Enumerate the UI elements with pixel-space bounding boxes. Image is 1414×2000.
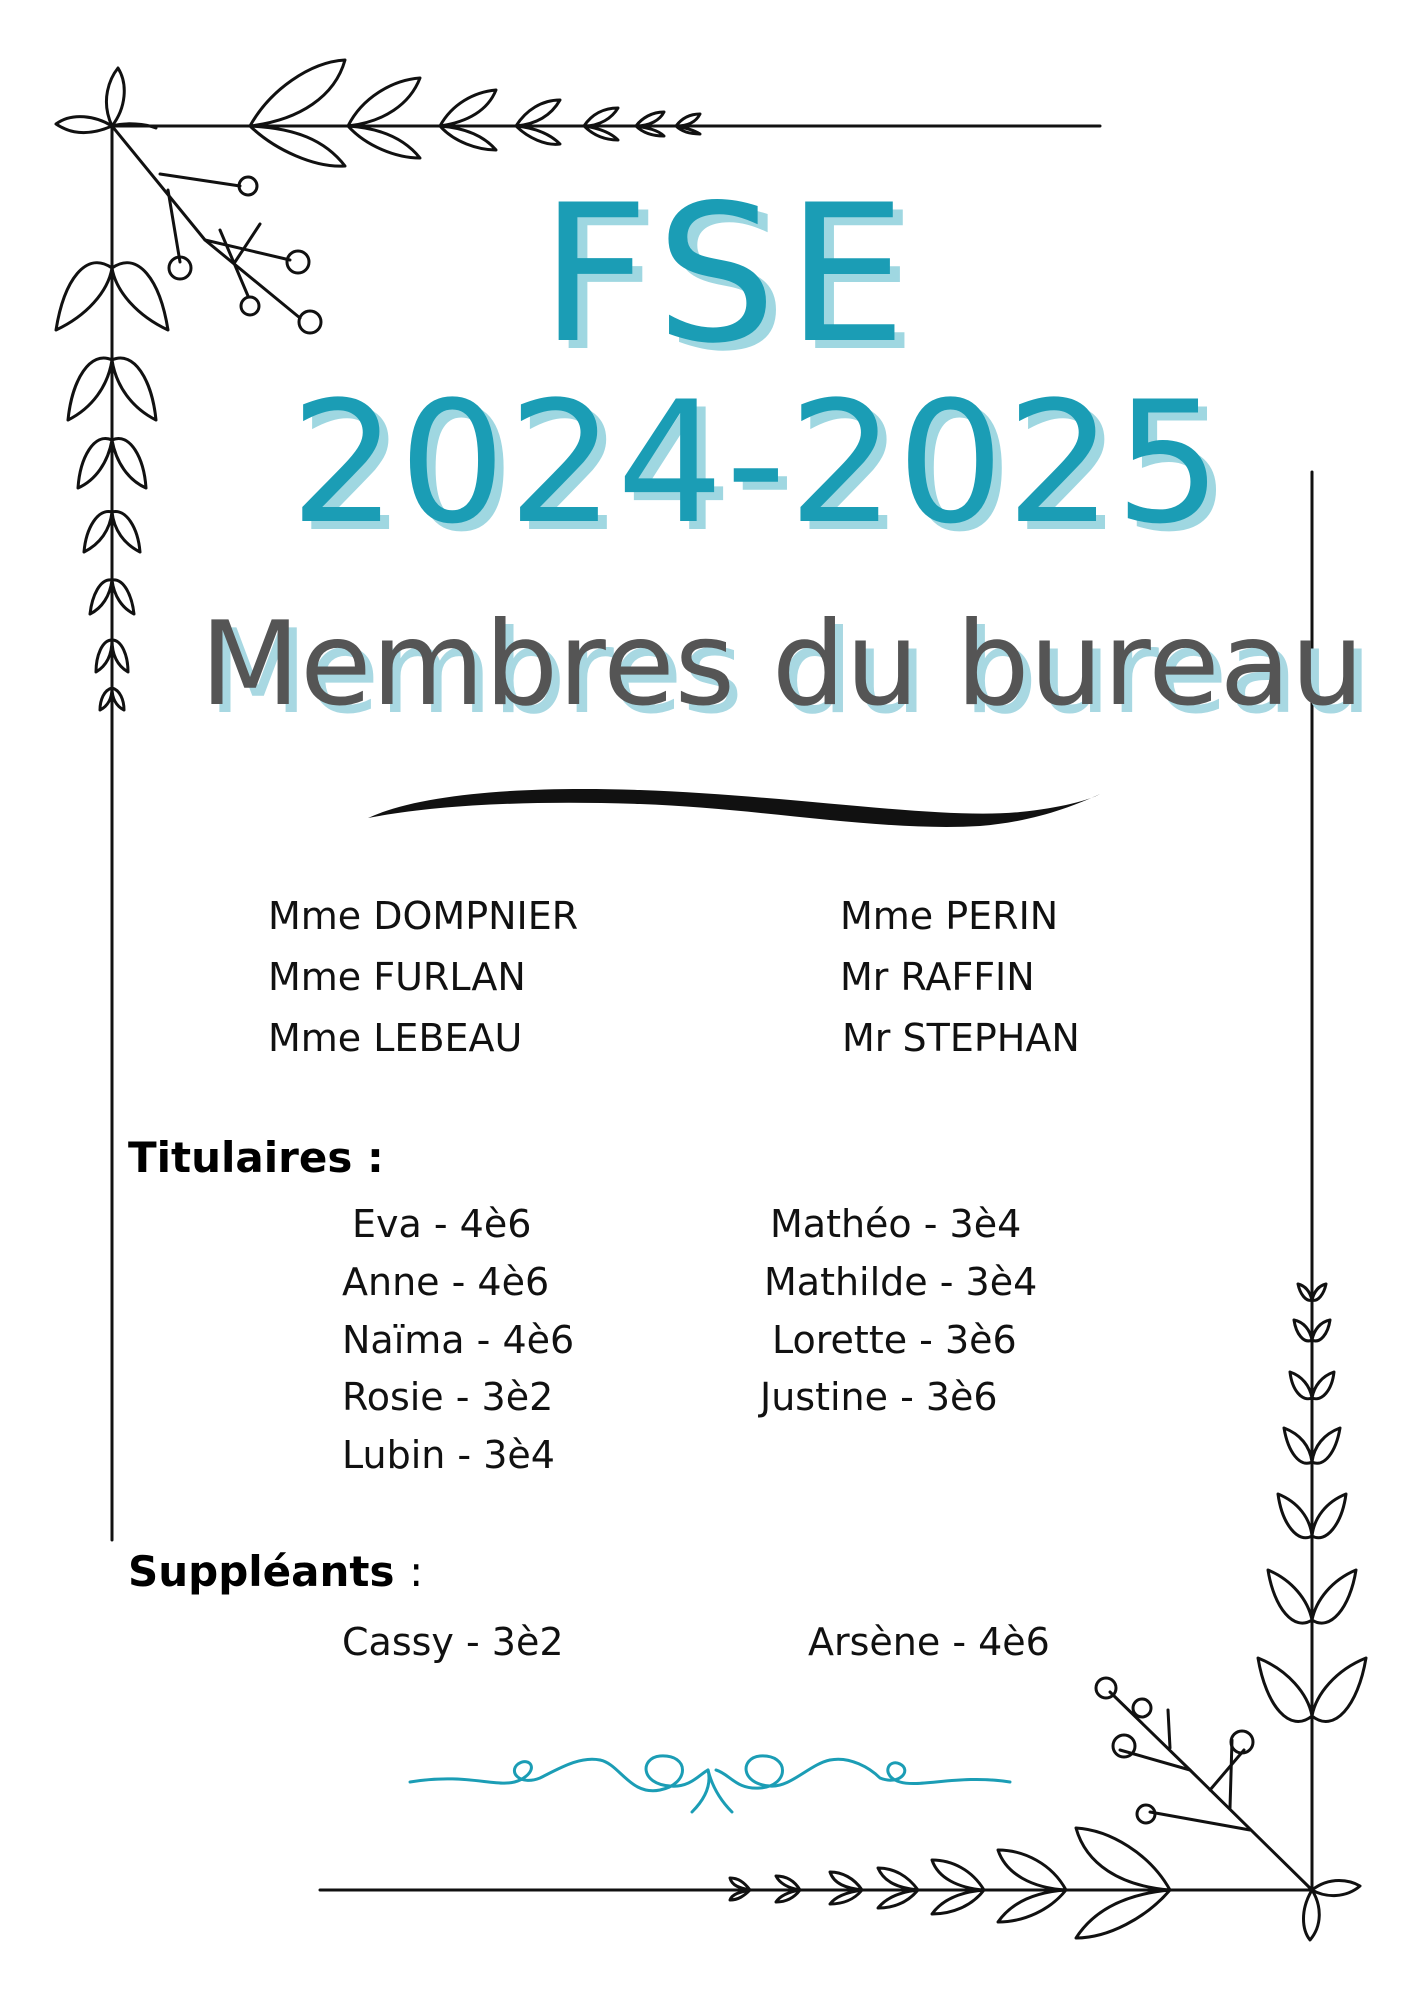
titulaire-entry: Rosie - 3è2 <box>342 1375 554 1419</box>
suppleant-entry: Cassy - 3è2 <box>342 1620 564 1664</box>
bureau-member: Mr RAFFIN <box>840 955 1035 999</box>
bureau-member: Mme DOMPNIER <box>268 894 579 938</box>
titulaires-heading <box>128 1134 384 1182</box>
bureau-member: Mr STEPHAN <box>842 1016 1080 1060</box>
titulaires-heading-colon: : <box>366 1133 384 1182</box>
page-subtitle: Membres du bureau <box>200 597 1365 732</box>
swirl-ornament-icon <box>410 1756 1010 1812</box>
titulaire-entry: Naïma - 4è6 <box>342 1318 575 1362</box>
bureau-member: Mme LEBEAU <box>268 1016 523 1060</box>
titulaire-entry: Mathilde - 3è4 <box>764 1260 1038 1304</box>
swash-divider-icon <box>368 789 1100 827</box>
school-year-title: 2024-2025 <box>290 365 1224 561</box>
suppleants-heading-colon: : <box>409 1547 424 1596</box>
titulaire-entry: Mathéo - 3è4 <box>770 1202 1022 1246</box>
titulaire-entry: Anne - 4è6 <box>342 1260 550 1304</box>
page-title: FSE <box>540 164 917 385</box>
titulaire-entry: Lorette - 3è6 <box>772 1318 1017 1362</box>
titulaire-entry: Justine - 3è6 <box>760 1375 998 1419</box>
titulaire-entry: Eva - 4è6 <box>352 1202 532 1246</box>
suppleant-entry: Arsène - 4è6 <box>808 1620 1050 1664</box>
bureau-member: Mme PERIN <box>840 894 1059 938</box>
titulaire-entry: Lubin - 3è4 <box>342 1433 555 1477</box>
suppleants-heading-text: Suppléants <box>128 1547 395 1596</box>
suppleants-heading <box>128 1548 423 1596</box>
titulaires-heading-text: Titulaires <box>128 1133 353 1182</box>
bureau-member: Mme FURLAN <box>268 955 526 999</box>
